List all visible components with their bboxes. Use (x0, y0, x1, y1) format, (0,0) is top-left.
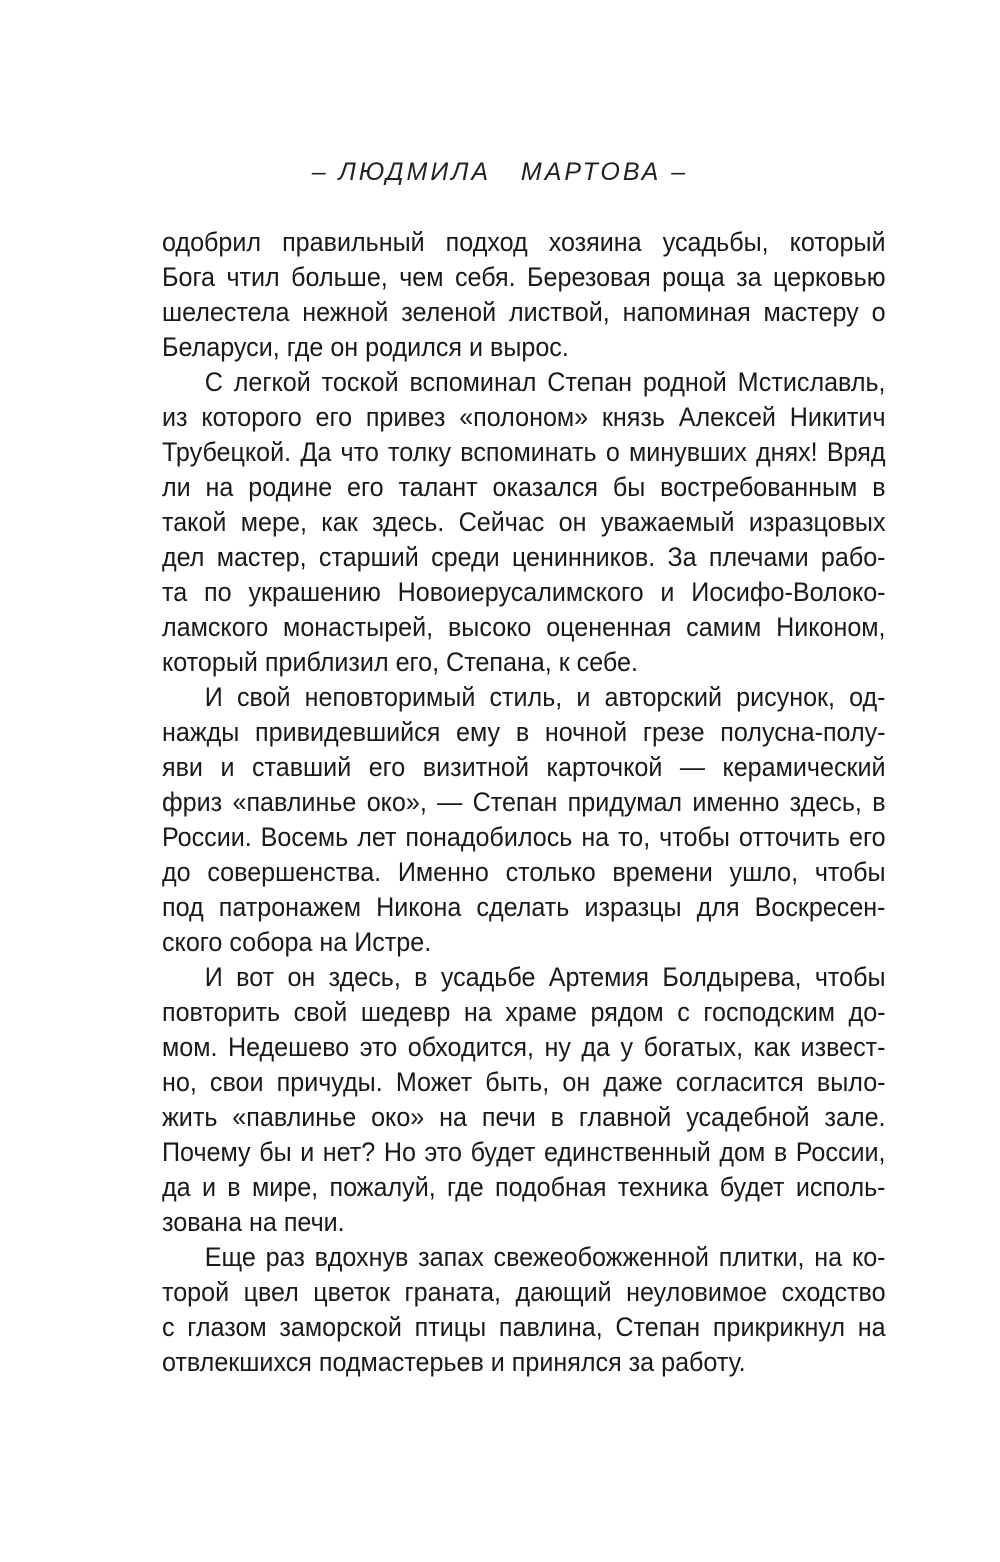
text-line: под патронажем Никона сделать изразцы для Воскресен- (162, 892, 886, 922)
text-line: но, свои причуды. Может быть, он даже согласится выло- (162, 1067, 886, 1097)
text-line: И свой неповторимый стиль, и авторский рисунок, од- (204, 682, 886, 712)
text-line: Трубецкой. Да что толку вспоминать о минувших днях! Вряд (162, 437, 886, 467)
text-line: С легкой тоской вспоминал Степан родной Мстиславль, (204, 367, 886, 397)
text-line: Беларуси, где он родился и вырос. (162, 332, 569, 362)
text-line: ли на родине его талант оказался бы востребованным в (162, 472, 886, 502)
text-line: ламского монастырей, высоко оцененная самим Никоном, (162, 612, 886, 642)
text-line: такой мере, как здесь. Сейчас он уважаемый изразцовых (162, 507, 886, 537)
text-line: яви и ставший его визитной карточкой — керамический (162, 752, 886, 782)
text-line: Почему бы и нет? Но это будет единственный дом в России, (162, 1137, 886, 1167)
text-line: отвлекшихся подмастерьев и принялся за работу. (162, 1347, 746, 1377)
paragraph (162, 225, 886, 365)
text-line: ского собора на Истре. (162, 927, 432, 957)
text-line: та по украшению Новоиерусалимского и Иосифо-Волоко- (162, 577, 886, 607)
text-line: до совершенства. Именно столько времени ушло, чтобы (162, 857, 886, 887)
text-line: нажды привидевшийся ему в ночной грезе полусна-полу- (162, 717, 886, 747)
text-line: который приблизил его, Степана, к себе. (162, 647, 638, 677)
text-line: с глазом заморской птицы павлина, Степан прикрикнул на (162, 1312, 886, 1342)
text-line: торой цвел цветок граната, дающий неуловимое сходство (162, 1277, 886, 1307)
text-line: Еще раз вдохнув запах свежеобожженной плитки, на ко- (204, 1242, 886, 1272)
text-line: мом. Недешево это обходится, ну да у богатых, как извест- (162, 1032, 886, 1062)
paragraph (162, 1240, 886, 1380)
text-line: фриз «павлинье око», — Степан придумал именно здесь, в (162, 787, 886, 817)
body-text (162, 225, 886, 1380)
text-line: да и в мире, пожалуй, где подобная техника будет исполь- (162, 1172, 886, 1202)
text-line: повторить свой шедевр на храме рядом с господским до- (162, 997, 886, 1027)
text-line: Бога чтил больше, чем себя. Березовая роща за церковью (162, 262, 886, 292)
text-line: зована на печи. (162, 1207, 345, 1237)
text-line: одобрил правильный подход хозяина усадьбы, который (162, 227, 886, 257)
text-line: И вот он здесь, в усадьбе Артемия Болдырева, чтобы (204, 962, 886, 992)
running-header: – ЛЮДМИЛА МАРТОВА – (311, 158, 689, 186)
paragraph (162, 365, 886, 680)
paragraph (162, 680, 886, 960)
text-line: жить «павлинье око» на печи в главной усадебной зале. (162, 1102, 886, 1132)
text-line: из которого его привез «полоном» князь Алексей Никитич (162, 402, 886, 432)
text-line: дел мастер, старший среди ценинников. За плечами рабо- (162, 542, 886, 572)
paragraph (162, 960, 886, 1240)
text-line: шелестела нежной зеленой листвой, напоминая мастеру о (162, 297, 886, 327)
text-line: России. Восемь лет понадобилось на то, чтобы отточить его (162, 822, 886, 852)
